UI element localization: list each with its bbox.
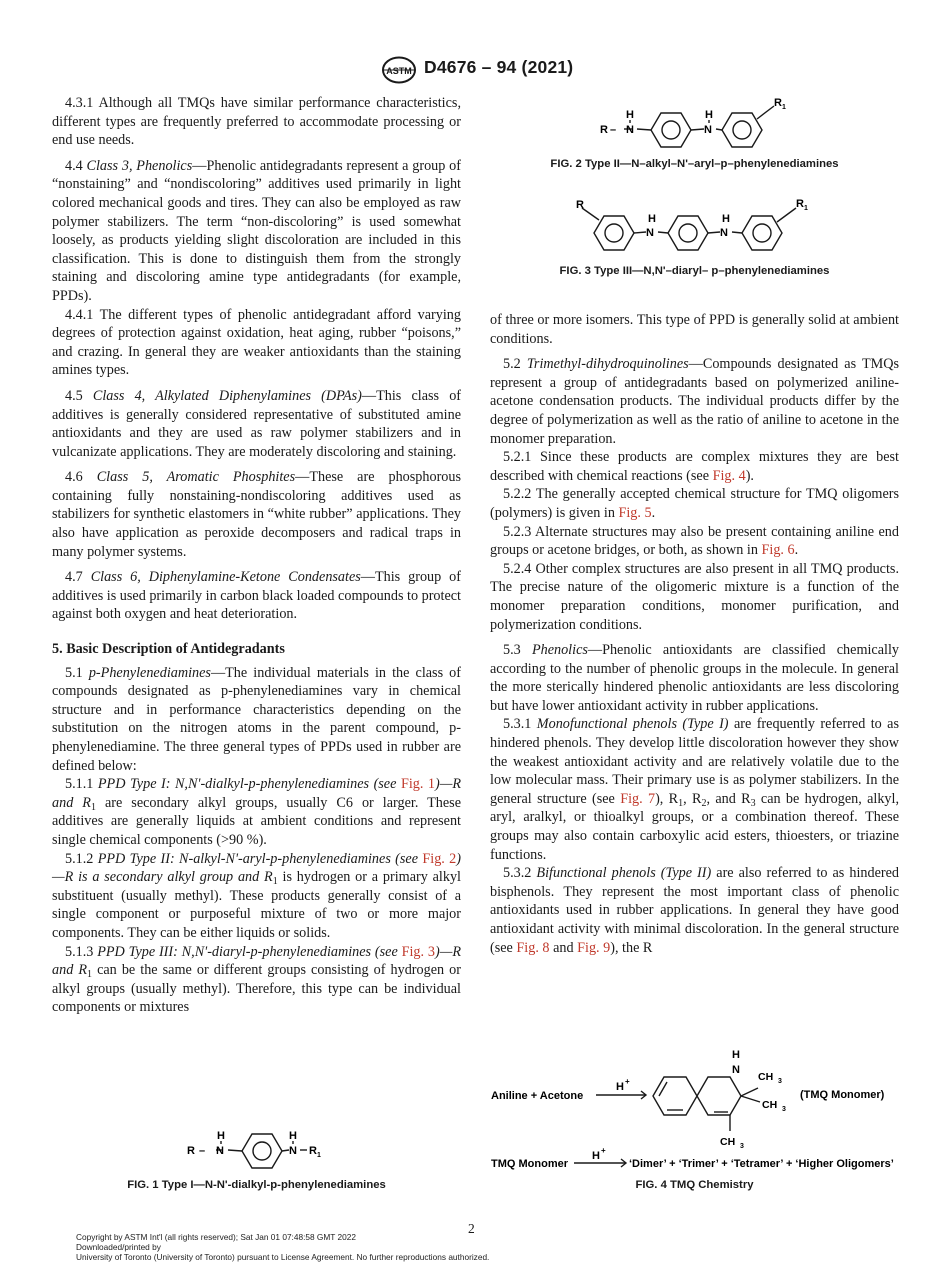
- svg-text:N: N: [732, 1064, 740, 1076]
- svg-text:H: H: [217, 1130, 225, 1142]
- svg-text:R: R: [774, 97, 782, 109]
- footer-line: Downloaded/printed by: [76, 1242, 161, 1253]
- figure-3-caption: FIG. 3 Type III—N,N'–diaryl– p–phenylenediamines: [559, 265, 830, 277]
- svg-text:N: N: [646, 227, 654, 239]
- paragraph-4-4-1: 4.4.1 The different types of phenolic antidegradant afford varying degrees of protection against oxidation, heat aging, rubber “poisons,” and crazing. In general they are weaker antioxidants than the staining amines types.: [52, 306, 461, 379]
- figure-4-tmq-chemistry: [488, 1046, 938, 1176]
- svg-text:+: +: [625, 1077, 630, 1086]
- figure-1-caption: FIG. 1 Type I—N-N'-dialkyl-p-phenylenediamines: [127, 1179, 386, 1191]
- svg-text:N: N: [289, 1145, 297, 1157]
- svg-text:+: +: [601, 1146, 606, 1155]
- svg-text:3: 3: [778, 1078, 782, 1085]
- svg-text:‘Dimer’ + ‘Trimer’ + ‘Tetramer: ‘Dimer’ + ‘Trimer’ + ‘Tetramer’ + ‘Higher Oligomers’: [629, 1158, 894, 1170]
- svg-text:N: N: [704, 124, 712, 136]
- svg-text:H: H: [289, 1130, 297, 1142]
- page-header: [0, 56, 950, 86]
- fig-1-link[interactable]: Fig. 1: [400, 776, 436, 793]
- right-column: [490, 311, 899, 957]
- fig-7-link[interactable]: Fig. 7: [620, 790, 656, 807]
- svg-text:H: H: [648, 213, 656, 225]
- fig-8-link[interactable]: Fig. 8: [516, 939, 550, 956]
- svg-text:N: N: [216, 1145, 224, 1157]
- svg-text:H: H: [626, 109, 634, 121]
- figure-1-structure: [183, 1127, 343, 1179]
- paragraph-4-6: 4.6 Class 5, Aromatic Phosphites—These are phosphorous containing fully nonstaining-nondiscoloring additives used as stabilizers for synthetic elastomers in “white rubber” applications. They also have application as peroxide decomposers and radical traps in many polymer systems.: [52, 469, 462, 560]
- paragraph-4-5: 4.5 Class 4, Alkylated Diphenylamines (DPAs)—This class of additives is generally considered representative of substituted amine antioxidants and they are used as raw polymer stabilizers and in vulcanizate applications. They are moderately discoloring and staining.: [52, 387, 462, 460]
- svg-text:H: H: [592, 1150, 600, 1162]
- fig-6-link[interactable]: Fig. 6: [761, 542, 795, 559]
- document-designation: D4676 – 94 (2021): [424, 57, 574, 77]
- svg-text:ASTM: ASTM: [386, 66, 412, 76]
- paragraph-5-3-2: 5.3.2 Bifunctional phenols (Type II) are also referred to as hindered bisphenols. They represent the most important class of phenolic antioxidants used in rubber applications. In general they have good antioxidant activity with minimal discoloration. In the general structure (see Fig. 8 and Fig. 9), the R: [490, 865, 900, 956]
- paragraph-5-2-2: 5.2.2 The generally accepted chemical structure for TMQ oligomers (polymers) is given in Fig. 5.: [490, 486, 899, 521]
- page-number: 2: [468, 1221, 475, 1236]
- paragraph-4-3-1: 4.3.1 Although all TMQs have similar performance characteristics, different types are frequently preferred to accommodate processing or end use needs.: [52, 95, 461, 149]
- svg-text:R: R: [309, 1145, 317, 1157]
- fig-3-link[interactable]: Fig. 3: [401, 943, 435, 960]
- figure-3-structure: [572, 195, 822, 257]
- paragraph-5-2: 5.2 Trimethyl-dihydroquinolines—Compounds designated as TMQs represent a group of antidegradants based on polymerized aniline-acetone condensation products. The individual products differ by the degree of polymerization as well as the ratio of aniline to acetone in the monomer preparation.: [490, 356, 899, 447]
- paragraph-5-3-1: 5.3.1 Monofunctional phenols (Type I) are frequently referred to as hindered phenols. They develop little discoloration however they show the weakest antioxidant activity and are relatively volatile due to the low molecular mass. Their primary use is as polymer stabilizers. In the general structure (see Fig. 7), $R_1$, $R_2$, and $R_3$ can be hydrogen, alkyl, aryl, aralkyl, or thioalkyl groups, or a combination thereof. These groups may also contain carboxylic acid esters, thioesters, or triazine functions.: [490, 716, 900, 863]
- svg-text:R: R: [600, 124, 608, 136]
- paragraph-5-3: 5.3 Phenolics—Phenolic antioxidants are classified chemically according to the number of phenolic groups in the molecule. In general the more sterically hindered phenolic antioxidants are less discoloring but have lower antioxidant activity in rubber applications.: [490, 642, 899, 714]
- svg-text:H: H: [616, 1081, 624, 1093]
- svg-text:–: –: [610, 124, 617, 136]
- footer-line: University of Toronto (University of Toronto) pursuant to License Agreement. No further reproductions authorized.: [76, 1252, 490, 1263]
- svg-text:TMQ Monomer: TMQ Monomer: [491, 1158, 568, 1170]
- fig-2-link[interactable]: Fig. 2: [422, 850, 457, 867]
- svg-text:3: 3: [782, 1106, 786, 1113]
- figure-2-structure: [594, 96, 794, 154]
- paragraph-5-1-3: 5.1.3 PPD Type III: N,N'-diaryl-p-phenylenediamines (see Fig. 3)—R and $R_1$ can be the same or different groups consisting of hydrogen or alkyl groups (usually methyl). Therefore, this type can be individual components or mixtures: [52, 943, 461, 1016]
- svg-text:R: R: [187, 1145, 195, 1157]
- svg-text:(TMQ Monomer): (TMQ Monomer): [800, 1089, 885, 1101]
- astm-logo-icon: [381, 56, 417, 84]
- svg-text:N: N: [626, 124, 634, 136]
- paragraph-4-7: 4.7 Class 6, Diphenylamine-Ketone Condensates—This group of additives is used primarily in carbon black loaded compounds to protect against both oxygen and heat deterioration.: [52, 569, 462, 623]
- svg-text:CH: CH: [762, 1099, 778, 1111]
- svg-text:H: H: [705, 109, 713, 121]
- svg-text:1: 1: [317, 1152, 321, 1159]
- paragraph-5-2-4: 5.2.4 Other complex structures are also present in all TMQ products. The precise nature of the oligomeric mixture is a function of the monomer preparation conditions, monomer purification, and polymerization conditions.: [490, 560, 899, 633]
- svg-text:H: H: [722, 213, 730, 225]
- footer-line: Copyright by ASTM Int'l (all rights reserved); Sat Jan 01 07:48:58 GMT 2022: [76, 1232, 356, 1242]
- paragraph-4-4: 4.4 Class 3, Phenolics—Phenolic antidegradants represent a group of “nonstaining” and “nondiscoloring” additives used primarily in light colored mechanical goods and tires. They can also be employed as raw polymer stabilizers. The term “non-discoloring” is used somewhat loosely, as products yielding slight discoloration are included in this classification. This is done to distinguish them from the strongly staining and discoloring amine type antidegradants (for example, PPDs).: [52, 157, 461, 304]
- paragraph-5-2-3: 5.2.3 Alternate structures may also be present containing aniline end groups or acetone bridges, or both, as shown in Fig. 6.: [490, 523, 899, 559]
- paragraph-5-2-1: 5.2.1 Since these products are complex mixtures they are best described with chemical reactions (see Fig. 4).: [490, 449, 899, 484]
- figure-4-caption: FIG. 4 TMQ Chemistry: [635, 1179, 754, 1191]
- svg-text:Aniline + Acetone: Aniline + Acetone: [491, 1090, 584, 1102]
- section-5-heading: 5. Basic Description of Antidegradants: [52, 641, 285, 658]
- paragraph-5-1-3-continued: of three or more isomers. This type of PPD is generally solid at ambient conditions.: [490, 312, 899, 347]
- svg-text:N: N: [720, 227, 728, 239]
- svg-text:1: 1: [804, 205, 808, 212]
- paragraph-5-1-1: 5.1.1 PPD Type I: N,N'-dialkyl-p-phenylenediamines (see Fig. 1)—R and $R_1$ are secondary alkyl groups, usually C6 or larger. These additives are generally liquids at ambient conditions and represent single chemical components (>90 %).: [52, 776, 462, 848]
- left-column: [52, 94, 461, 1017]
- svg-text:H: H: [732, 1049, 740, 1061]
- fig-9-link[interactable]: Fig. 9: [577, 939, 611, 956]
- svg-text:3: 3: [740, 1143, 744, 1150]
- fig-4-link[interactable]: Fig. 4: [712, 467, 746, 484]
- paragraph-5-1: 5.1 p-Phenylenediamines—The individual materials in the class of compounds designated as p-phenylenediamines vary in chemical structure and in performance characteristics depending on the substitution on the nitrogen atoms in the parent compound, p-phenylenediamine. The three general types of PPDs used in rubber are defined below:: [52, 664, 462, 774]
- svg-text:R: R: [576, 199, 584, 211]
- figure-2-caption: FIG. 2 Type II—N–alkyl–N'–aryl–p–phenylenediamines: [550, 158, 839, 170]
- svg-text:CH: CH: [758, 1071, 774, 1083]
- paragraph-5-1-2: 5.1.2 PPD Type II: N-alkyl-N'-aryl-p-phenylenediamines (see Fig. 2)—R is a secondary alkyl group and $R_1$ is hydrogen or a primary alkyl substituent (usually methyl). These products generally consist of a single component or purposeful mixture of two or more major components. They can be either liquids or solids.: [52, 850, 462, 941]
- svg-text:1: 1: [782, 104, 786, 111]
- svg-text:R: R: [796, 198, 804, 210]
- svg-text:CH: CH: [720, 1136, 736, 1148]
- copyright-footer: [76, 1232, 489, 1263]
- fig-5-link[interactable]: Fig. 5: [618, 504, 652, 521]
- svg-text:–: –: [199, 1145, 206, 1157]
